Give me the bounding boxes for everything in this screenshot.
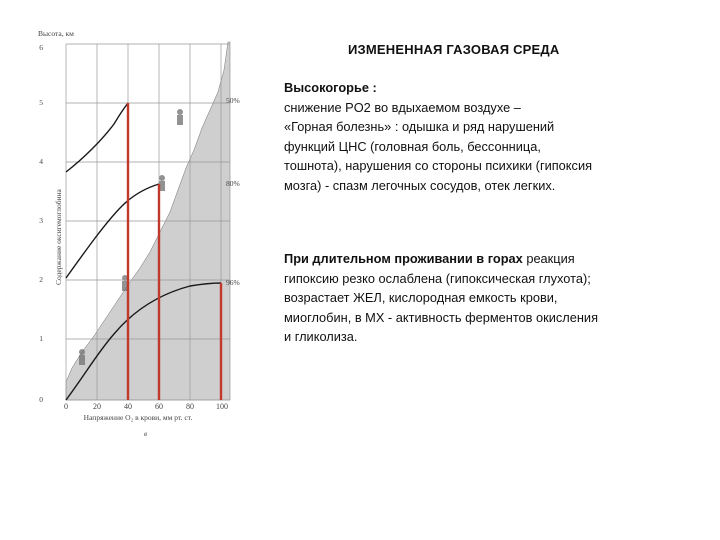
x-axis-title: Напряжение O₂ в крови, мм рт. ст. [83,413,193,422]
y-tick-label: 6 [39,43,43,52]
y-axis-side-label: Содержание оксигемоглобина [54,189,63,285]
y-tick-label: 4 [39,157,43,166]
curve-label-80: 80% [226,179,240,188]
figure-caption-letter: в [144,430,148,438]
curve-label-50: 50% [226,96,240,105]
long-term-line: возрастает ЖЕЛ, кислородная емкость крови, [284,290,558,305]
x-tick-label: 60 [155,402,163,411]
altitude-line: мозга) - спазм легочных сосудов, отек легких. [284,177,556,193]
altitude-text-block [284,78,694,195]
long-term-line: миоглобин, в МХ - активность ферментов окисления [284,309,599,325]
long-term-heading-rest: реакция [522,251,575,266]
y-tick-label: 2 [39,275,43,284]
long-term-text-block [284,249,694,347]
slide-title: ИЗМЕНЕННАЯ ГАЗОВАЯ СРЕДА [348,42,560,57]
altitude-heading: Высокогорье : [284,80,377,95]
y-tick-label: 1 [39,334,43,343]
altitude-oxygen-figure [0,0,260,450]
long-term-line: гипоксию резко ослаблена (гипоксическая глухота); [284,270,591,286]
y-tick-labels [39,43,43,404]
altitude-line: тошнота), нарушения со стороны психики (гипоксия [284,158,593,173]
curve-label-96: 96% [226,278,240,287]
long-term-heading: При длительном проживании в горах [284,251,523,266]
altitude-line: «Горная болезнь» : одышка и ряд нарушений [284,119,555,134]
x-tick-label: 40 [124,402,132,411]
altitude-line: функций ЦНС (головная боль, бессонница, [284,138,541,154]
y-tick-label: 5 [39,98,43,107]
altitude-line: снижение PO2 во вдыхаемом воздухе – [284,99,521,115]
x-tick-label: 20 [93,402,101,411]
y-tick-label: 3 [39,216,43,225]
y-tick-label: 0 [39,395,43,404]
x-tick-labels [64,402,228,411]
long-term-line: и гликолиза. [284,329,358,344]
x-tick-label: 100 [216,402,228,411]
x-tick-label: 80 [186,402,194,411]
x-tick-label: 0 [64,402,68,411]
y-axis-title: Высота, км [38,29,74,38]
